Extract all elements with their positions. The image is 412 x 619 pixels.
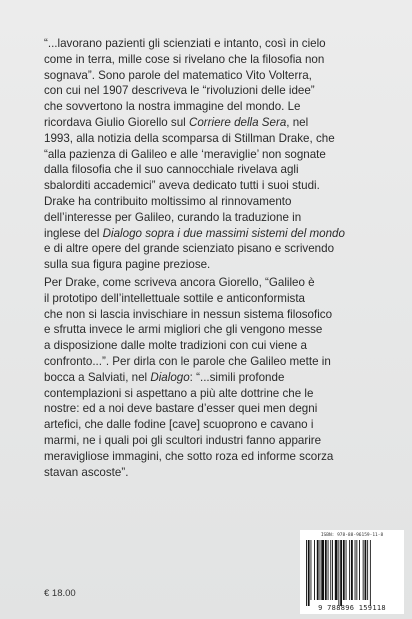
blurb-paragraph-2: [44, 275, 394, 480]
paragraph-2-line: Per Drake, come scriveva ancora Giorello, “Galileo è: [44, 275, 315, 289]
paragraph-1-line: dalla filosofia che il suo cannocchiale rivelava agli: [44, 163, 299, 177]
paragraph-2-line: bocca a Salviati, nel Dialogo: “...simili profonde: [44, 370, 285, 384]
paragraph-1-line: sbalorditi accademici” aveva dedicato tutti i suoi studi.: [44, 179, 320, 193]
paragraph-1-line: sulla sua figura pagine preziose.: [44, 258, 211, 272]
paragraph-1-line: “...lavorano pazienti gli scienziati e intanto, così in cielo: [44, 37, 326, 50]
paragraph-2-line: confronto...”. Per dirla con le parole che Galileo mette in: [44, 354, 331, 368]
paragraph-2-line: contemplazioni si aspettano a più alte dottrine che le: [44, 386, 314, 400]
paragraph-2-line: il prototipo dell’intellettuale sottile e anticonformista: [44, 291, 306, 305]
paragraph-1-line: che sovvertono la nostra immagine del mondo. Le: [44, 100, 301, 114]
paragraph-2-line: stavan ascoste”.: [44, 465, 129, 479]
paragraph-2-line: artefici, che dalle fodine [cave] scuoprono e cavano i: [44, 418, 314, 432]
italic-title: Corriere della Sera: [188, 115, 287, 129]
italic-title: Dialogo: [150, 370, 190, 384]
isbn-label: ISBN: 978-88-96159-11-8: [320, 533, 384, 538]
paragraph-2-line: marmi, ne i quali poi gli scultori industri fanno apparire: [44, 433, 322, 447]
paragraph-1-line: dell’interesse per Galileo, curando la traduzione in: [44, 210, 302, 224]
blurb-paragraph-1: [44, 36, 394, 273]
blurb-text: [44, 36, 394, 480]
paragraph-1-line: come in terra, mille cose si rivelano che la filosofia non: [44, 52, 325, 66]
paragraph-2-line: a disposizione dalle molte tradizioni con cui viene a: [44, 339, 307, 353]
paragraph-2-line: e sfrutta invece le armi migliori che gli vengono messe: [44, 323, 323, 337]
paragraph-2-line: che non si lascia invischiare in nessun sistema filosofico: [44, 307, 333, 321]
price-label: € 18.00: [44, 588, 76, 599]
paragraph-2-line: nostre: ed a noi deve bastare d’esser quei men degni: [44, 402, 318, 416]
paragraph-1-line: sognava”. Sono parole del matematico Vito Volterra,: [44, 68, 312, 82]
paragraph-1-line: 1993, alla notizia della scomparsa di Stillman Drake, che: [44, 131, 335, 145]
paragraph-1-line: con cui nel 1907 descriveva le “rivoluzioni delle idee”: [44, 84, 315, 98]
paragraph-2-line: meravigliose immagini, che sotto roza ed informe scorza: [44, 449, 334, 463]
paragraph-1-line: e di altre opere del grande scienziato pisano e scrivendo: [44, 242, 335, 256]
paragraph-1-line: Drake ha contribuito moltissimo al rinnovamento: [44, 194, 292, 208]
paragraph-1-line: “alla pazienza di Galileo e alle ‘meraviglie’ non sognate: [44, 147, 326, 161]
paragraph-1-line: ricordava Giulio Giorello sul Corriere della Sera, nel: [44, 115, 309, 129]
italic-title: Dialogo sopra i due massimi sistemi del mondo: [102, 226, 345, 240]
barcode-image: [304, 540, 400, 606]
barcode-digits: 9 788896 159118: [318, 604, 386, 612]
paragraph-1-line: inglese del Dialogo sopra i due massimi sistemi del mondo: [44, 226, 345, 240]
